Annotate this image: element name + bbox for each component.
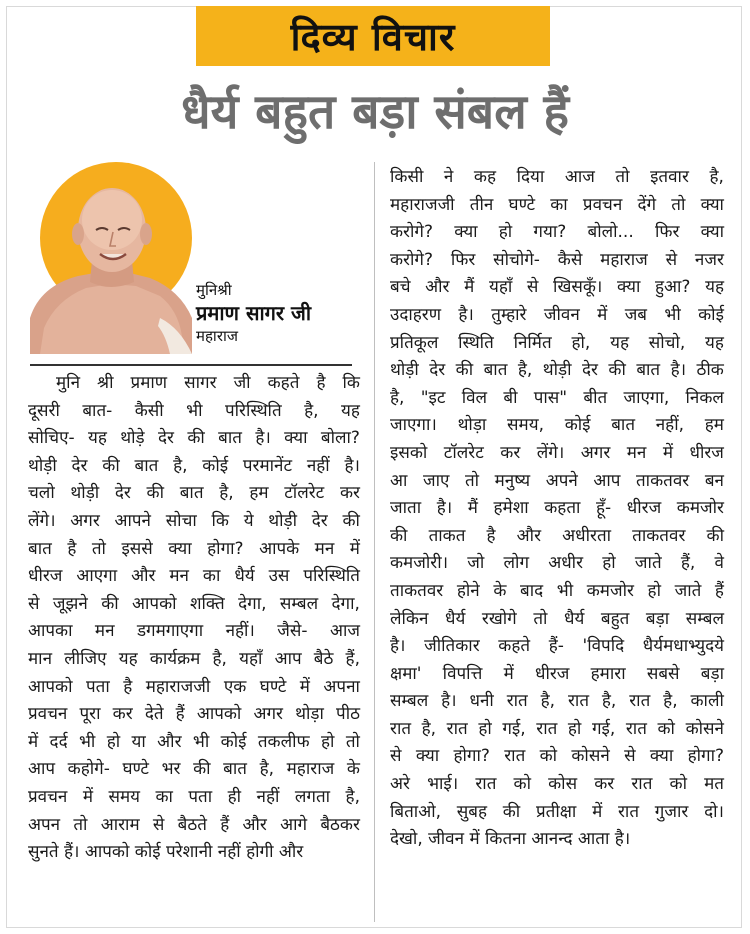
author-suffix: महाराज [196, 327, 238, 345]
article-line: करोगे? फिर सोचोगे- कैसे महाराज से नजर [390, 249, 724, 270]
author-portrait [30, 168, 192, 354]
article-line: दूसरी बात- कैसी भी परिस्थिति है, यह [28, 400, 360, 421]
article-line: ताकतवर होने के बाद भी कमजोर हो जाते हैं [390, 580, 724, 601]
author-divider [30, 364, 352, 366]
article-line: जाएगा। थोड़ा समय, कोई बात नहीं, हम [390, 415, 724, 436]
article-line: है। जीतिकार कहते हैं- 'विपदि धैर्यमधाभ्युदये [390, 636, 724, 657]
article-line: सम्बल है। धनी रात है, रात है, रात है, काली [390, 691, 724, 712]
article-line: धीरज आएगा और मन का धैर्य उस परिस्थिति [28, 566, 360, 587]
article-line: कमजोरी। जो लोग अधीर हो जाते हैं, वे [390, 553, 724, 574]
article-line: अरे भाई। रात को कोस कर रात को मत [390, 774, 724, 795]
article-line: लेकिन धैर्य रखोगे तो धैर्य बहुत बड़ा सम्बल [390, 608, 724, 629]
article-line: उदाहरण है। तुम्हारे जीवन में जब भी कोई [390, 304, 724, 325]
article-line: जाता है। मैं हमेशा कहता हूँ- धीरज कमजोर [390, 498, 724, 519]
article-line: आपका मन डगमगाएगा नहीं। जैसे- आज [28, 621, 360, 642]
article-line: है, "इट विल बी पास" बीत जाएगा, निकल [390, 387, 724, 408]
article-line: इसको टॉलरेट कर लेंगे। अगर मन में धीरज [390, 442, 724, 463]
article-line: बिताओ, सुबह की प्रतीक्षा में रात गुजार दो। [390, 801, 724, 822]
article-line: किसी ने कह दिया आज तो इतवार है, [390, 167, 724, 187]
article-line: मान लीजिए यह कार्यक्रम है, यहाँ आप बैठे हैं, [28, 648, 360, 669]
column-banner [196, 6, 550, 66]
article-line: क्षमा' विपत्ति में धीरज हमारा सबसे बड़ा [390, 663, 724, 684]
article-line: बचे और मैं यहाँ से खिसकूँ। क्या हुआ? यह [390, 277, 724, 298]
article-line: से जूझने की आपको शक्ति देगा, सम्बल देगा, [28, 593, 360, 614]
article-line: से क्या होगा? रात को कोसने से क्या होगा? [390, 746, 724, 767]
article-line: प्रवचन में समय का पता ही नहीं लगता है, [28, 786, 360, 807]
article-line: प्रतिकूल स्थिति निर्मित हो, यह सोचो, यह [390, 332, 724, 353]
article-line: चलो थोड़ी देर की बात है, हम टॉलरेट कर [28, 483, 360, 504]
article-line: मुनि श्री प्रमाण सागर जी कहते है कि [56, 373, 360, 393]
article-line: महाराजजी तीन घण्टे का प्रवचन देंगे तो क्या [390, 194, 724, 215]
article-line: थोड़ी देर की बात है, थोड़ी देर की बात है। ठीक [390, 360, 724, 381]
article-line: की ताकत है और अधीरता ताकतवर की [390, 525, 724, 546]
portrait-illustration [30, 168, 192, 354]
article-line: अपन तो आराम से बैठते हैं और आगे बैठकर [28, 814, 360, 835]
article-line: करोगे? क्या हो गया? बोलो... फिर क्या [390, 222, 724, 243]
article-line: बात है तो इससे क्या होगा? आपके मन में [28, 538, 360, 559]
banner-title: दिव्य विचार [290, 15, 456, 59]
article-line: आ जाए तो मनुष्य अपने आप ताकतवर बन [390, 470, 724, 491]
article-line: थोड़ी देर की बात है, कोई परमानेंट नहीं है। [28, 455, 360, 476]
article-headline: धैर्य बहुत बड़ा संबल हैं [181, 84, 569, 140]
article-line: लेंगे। अगर आपने सोचा कि ये थोड़ी देर की [28, 510, 360, 531]
column-divider [374, 162, 375, 922]
article-line: देखो, जीवन में कितना आनन्द आता है। [390, 829, 631, 850]
article-line: में दर्द भी हो या और भी कोई तकलीफ हो तो [28, 731, 360, 752]
author-prefix: मुनिश्री [196, 281, 232, 299]
author-credit [196, 280, 366, 346]
article-column-left [28, 370, 360, 867]
article-column-right [390, 164, 724, 854]
article-line: सोचिए- यह थोड़े देर की बात है। क्या बोला? [28, 428, 360, 449]
article-line: प्रवचन पूरा कर देते हैं आपको अगर थोड़ा पीठ [28, 704, 360, 725]
author-name: प्रमाण सागर जी [196, 301, 312, 325]
article-line: आपको पता है महाराजजी एक घण्टे में अपना [28, 676, 360, 697]
article-line: रात है, रात हो गई, रात हो गई, रात को कोसने [390, 718, 724, 739]
article-line: आप कहोगे- घण्टे भर की बात है, महाराज के [28, 759, 360, 780]
article-line: सुनते हैं। आपको कोई परेशानी नहीं होगी और [28, 842, 304, 863]
